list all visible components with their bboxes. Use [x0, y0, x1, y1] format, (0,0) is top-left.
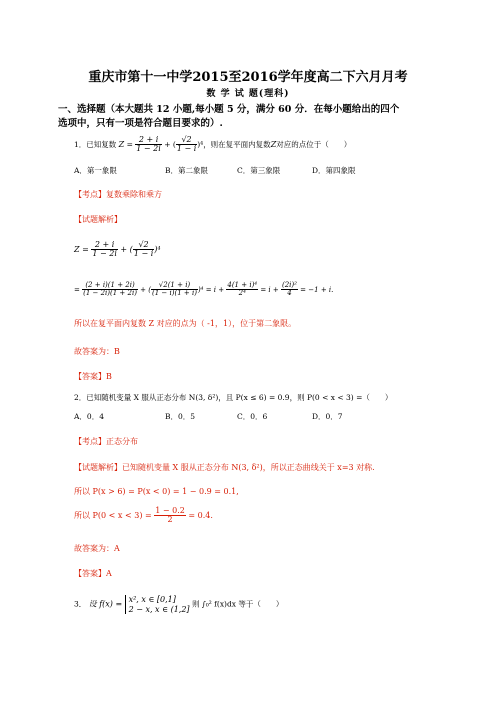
question-2-stem [74, 392, 392, 403]
section-heading-line2: 选项中，只有一项是符合题目要求的）. [58, 118, 223, 129]
q3-case2: 2 − x, x ∈ (1,2] [128, 604, 190, 614]
q2-line1: 所以 P(x > 6) = P(x < 0) = 1 − 0.9 = 0.1, [74, 487, 239, 496]
q2-line2 [74, 507, 213, 525]
q1-jiexi-label: 【试题解析】 [74, 215, 122, 224]
q1-conclusion: 所以在复平面内复数 Z 对应的点为（ -1，1），位于第二象限。 [74, 319, 297, 328]
q1-solution-formula-1: Z = $\frac{2 + i}{1 - 2i}$ + ( $\frac{√2}{1 - i}$ )⁴ [74, 240, 161, 259]
q1-choose: 故答案为：B [74, 347, 120, 356]
q2-choose: 故答案为：A [74, 544, 120, 553]
q2-kaodian: 【考点】正态分布 [74, 437, 138, 446]
question-1-stem-pre: 已知复数 [86, 139, 117, 149]
q2-option-d: D．0．7 [312, 412, 343, 421]
question-3-number: 3． [74, 599, 87, 609]
q1-option-a: A．第一象限 [74, 166, 117, 175]
piecewise-brace [125, 595, 190, 614]
question-1-stem-post2: 对应的点位于（ ） [276, 139, 352, 149]
q1-option-c: C．第三象限 [237, 166, 281, 175]
q1-option-d: D．第四象限 [312, 166, 356, 175]
q1-answer: 【答案】B [74, 372, 112, 381]
page-title: 重庆市第十一中学2015至2016学年度高二下六月月考 [88, 70, 408, 85]
question-3-stem [74, 595, 283, 614]
question-1-number: 1． [74, 139, 87, 149]
q2-line2-num: 1 − 0.2 [155, 506, 185, 515]
question-1-stem-post: ，则在复平面内复数 [203, 139, 271, 149]
q2-option-c: C．0．6 [237, 412, 268, 421]
question-3-stem-post: 则 ∫₀² f(x)dx 等于（ ） [191, 599, 284, 609]
q2-option-a: A．0．4 [74, 412, 104, 421]
q2-answer: 【答案】A [74, 569, 112, 578]
q1-solution-formula-2: = $\frac{(2 + i)(1 + 2i)}{(1 - 2i)(1 + 2i)}$ + ( $\frac{√2(1 + i)}{(1 - i)(1 + i)}$ )⁴ = i + $\frac{\text{4(1 + i)⁴}}{\text{2⁴}}$ = i + $\frac{\text{(2i)²}}{4}$ = −1 + i. [74, 281, 334, 298]
q2-jiexi: 【试题解析】已知随机变量 X 服从正态分布 N(3, δ²)，所以正态曲线关于 x=3 对称. [74, 463, 375, 472]
question-1-stem: 1．已知复数 Z = $\frac{2 + i}{1 - 2i}$ + ( $\frac{√2}{1 - i}$ )⁴，则在复平面内复数Z对应的点位于（ ） [74, 135, 352, 154]
section-heading-line1: 一、选择题（本大题共 12 小题,每小题 5 分，满分 60 分．在每小题给出的四个 [58, 104, 400, 115]
question-3-stem-pre: 设 f(x) = [88, 599, 123, 609]
q1-kaodian: 【考点】复数乘除和乘方 [74, 190, 162, 199]
q2-line2-pre: 所以 P(0 < x < 3) = [74, 510, 152, 520]
page-subtitle: 数 学 试 题(理科) [206, 89, 290, 99]
q2-line2-post: = 0.4. [188, 510, 213, 520]
question-2-text: 已知随机变量 X 服从正态分布 N(3, δ²)，且 P(x ≤ 6) = 0.9，则 P(0 < x < 3) =（ ） [86, 393, 393, 402]
question-2-number: 2． [74, 393, 87, 402]
q1-option-b: B．第二象限 [165, 166, 209, 175]
q2-option-b: B．0．5 [165, 412, 196, 421]
q2-line2-den: 2 [167, 515, 173, 525]
q3-case1: x², x ∈ [0,1] [128, 595, 176, 604]
